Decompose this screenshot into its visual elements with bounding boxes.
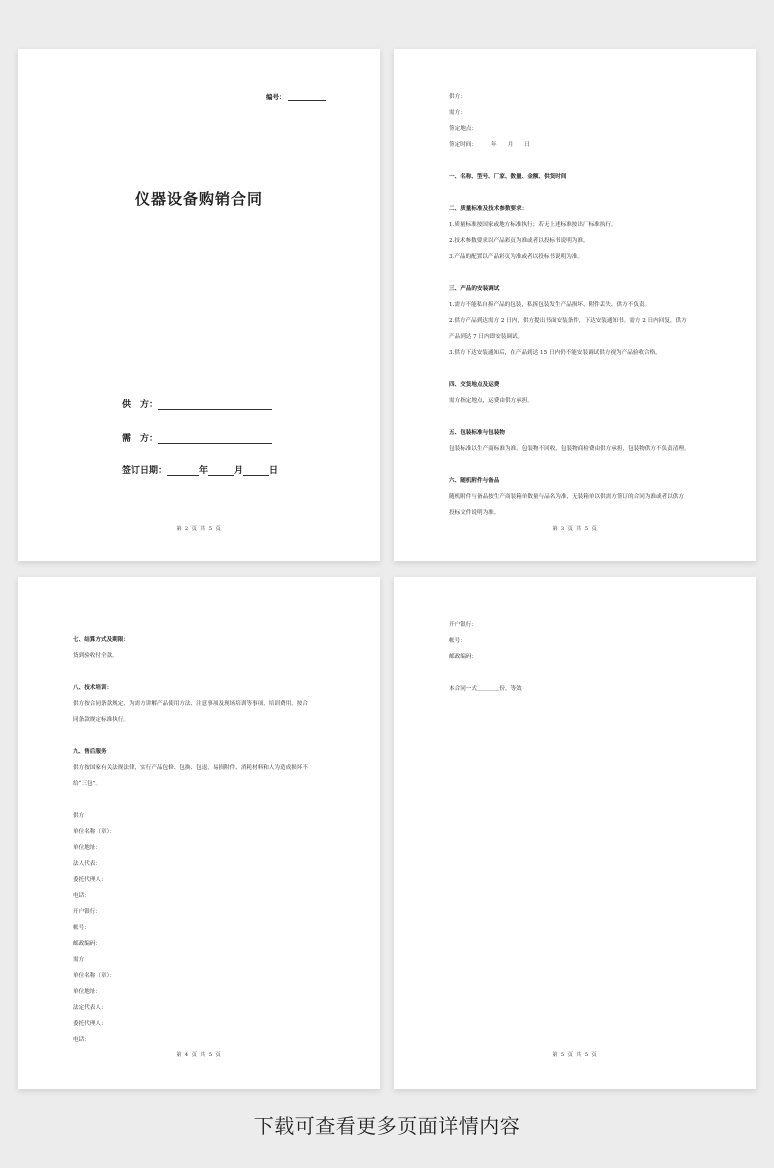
text-line: 开户银行： — [73, 909, 101, 915]
text-line: 货到验收付全款。 — [73, 653, 118, 659]
signing-date-field — [122, 463, 278, 476]
text-line: 投标文件说明为准。 — [449, 510, 500, 516]
contract-number-label: 编号： — [266, 93, 286, 101]
text-line: 3.产品的配置以产品彩页为准或者以投标书说明为准。 — [449, 254, 583, 260]
buyer-line — [158, 434, 272, 444]
text-line: 供方按国家有关法规法律，实行产品包修、包换、包退，易损附件、消耗材料和人为造成损坏不 — [73, 765, 308, 771]
page-cover — [18, 49, 380, 561]
page-terms-3 — [394, 577, 756, 1089]
text-line — [449, 153, 705, 169]
contract-number-line — [288, 94, 326, 101]
section-heading: 一、名称、型号、厂家、数量、金额、供货时间 — [449, 174, 567, 180]
page-footer: 第 2 页 共 5 页 — [176, 526, 222, 532]
section-heading: 三、产品的安装调试 — [449, 286, 500, 292]
section-heading: 四、交货地点及运费 — [449, 382, 500, 388]
text-line: 帐号： — [449, 638, 466, 644]
text-line: 单位名称（章）： — [73, 973, 115, 979]
text-line: 单位地址： — [73, 989, 101, 995]
text-line: 单位名称（章）： — [73, 829, 115, 835]
text-line: 签定地点： — [449, 126, 477, 132]
text-line: 1.质量标准按国家或地方标准执行；若无上述标准按出厂标准执行。 — [449, 222, 617, 228]
text-line: 供方按合同条款规定，为需方讲解产品使用方法、注意事项及现场培训等事项，培训费用，按合 — [73, 701, 308, 707]
day-line — [243, 466, 269, 476]
text-line: 法定代表人： — [73, 1005, 107, 1011]
text-line — [73, 728, 329, 744]
text-line: 电话： — [73, 1037, 90, 1043]
text-line: 供方： — [449, 94, 466, 100]
text-line: 签定时间： 年 月 日 — [449, 142, 531, 148]
text-line — [449, 185, 705, 201]
page-footer: 第 5 页 共 5 页 — [552, 1052, 598, 1058]
buyer-label: 需 方： — [122, 434, 159, 444]
text-line: 给“三包”。 — [73, 781, 102, 787]
text-line: 包装标准以生产商标准为准，包装物不回收，包装物商检费由供方承担，包装物供方不负责清理。 — [449, 446, 690, 452]
text-line: 委托代理人： — [73, 877, 107, 883]
page-terms-1 — [394, 49, 756, 561]
terms-text-block — [73, 632, 329, 1048]
text-line — [73, 664, 329, 680]
section-heading: 八、技术培训： — [73, 685, 113, 691]
year-label: 年 — [199, 466, 209, 476]
text-line: 需方指定地点，运费由供方承担。 — [449, 398, 533, 404]
text-line — [449, 665, 705, 681]
terms-text-block — [449, 89, 705, 521]
text-line: 邮政编码： — [73, 941, 101, 947]
text-line: 法人代表： — [73, 861, 101, 867]
page-footer: 第 4 页 共 5 页 — [176, 1052, 222, 1058]
month-label: 月 — [234, 466, 244, 476]
text-line: 需方： — [449, 110, 466, 116]
text-line: 3.供方下达安装通知后，在产品到达 15 日内仍不能安装调试供方视为产品验收合格。 — [449, 350, 661, 356]
supplier-line — [158, 400, 272, 410]
text-line — [449, 265, 705, 281]
buyer-field — [122, 431, 272, 444]
day-label: 日 — [269, 466, 279, 476]
text-line: 2.技术参数要求以产品彩页为准或者以投标书说明为准。 — [449, 238, 589, 244]
text-line — [449, 409, 705, 425]
text-line: 产品到达 7 日内即安装调试。 — [449, 334, 524, 340]
supplier-field — [122, 397, 272, 410]
text-line — [73, 792, 329, 808]
text-line: 2.供方产品到达需方 2 日内，供方提出书面安装条件，下达安装通知书。需方 2 日内回复，供方 — [449, 318, 687, 324]
page-terms-2 — [18, 577, 380, 1089]
month-line — [208, 466, 234, 476]
section-heading: 七、结算方式及期限： — [73, 637, 129, 643]
text-line: 需方 — [73, 957, 85, 963]
text-line: 单位地址： — [73, 845, 101, 851]
text-line: 供方 — [73, 813, 85, 819]
contract-title: 仪器设备购销合同 — [134, 190, 263, 208]
section-heading: 六、随机附件与备品 — [449, 478, 500, 484]
signing-date-label: 签订日期： — [122, 466, 168, 476]
text-line — [449, 361, 705, 377]
section-heading: 五、包装标准与包装物 — [449, 430, 505, 436]
text-line: 邮政编码： — [449, 654, 477, 660]
text-line: 电话： — [73, 893, 90, 899]
supplier-label: 供 方： — [122, 400, 159, 410]
section-heading: 九、售后服务 — [73, 749, 107, 755]
text-line: 1.需方不能私自拆产品的包装，私拆包装发生产品损坏、附件丢失，供方不负责。 — [449, 302, 651, 308]
contract-number — [266, 92, 326, 101]
download-caption: 下载可查看更多页面详情内容 — [253, 1114, 521, 1138]
text-line: 本合同一式＿＿＿＿份，等效 — [449, 686, 522, 692]
section-heading: 二、质量标准及技术参数要求： — [449, 206, 528, 212]
text-line: 委托代理人： — [73, 1021, 107, 1027]
page-footer: 第 3 页 共 5 页 — [552, 526, 598, 532]
text-line: 同条款规定标准执行。 — [73, 717, 129, 723]
text-line: 随机附件与备品按生产商装箱单数量与品名为准，无装箱单以供需方签订的合同为准或者以供方 — [449, 494, 684, 500]
terms-text-block — [449, 617, 705, 697]
year-line — [167, 466, 199, 476]
text-line — [449, 457, 705, 473]
text-line: 开户银行： — [449, 622, 477, 628]
text-line: 帐号： — [73, 925, 90, 931]
